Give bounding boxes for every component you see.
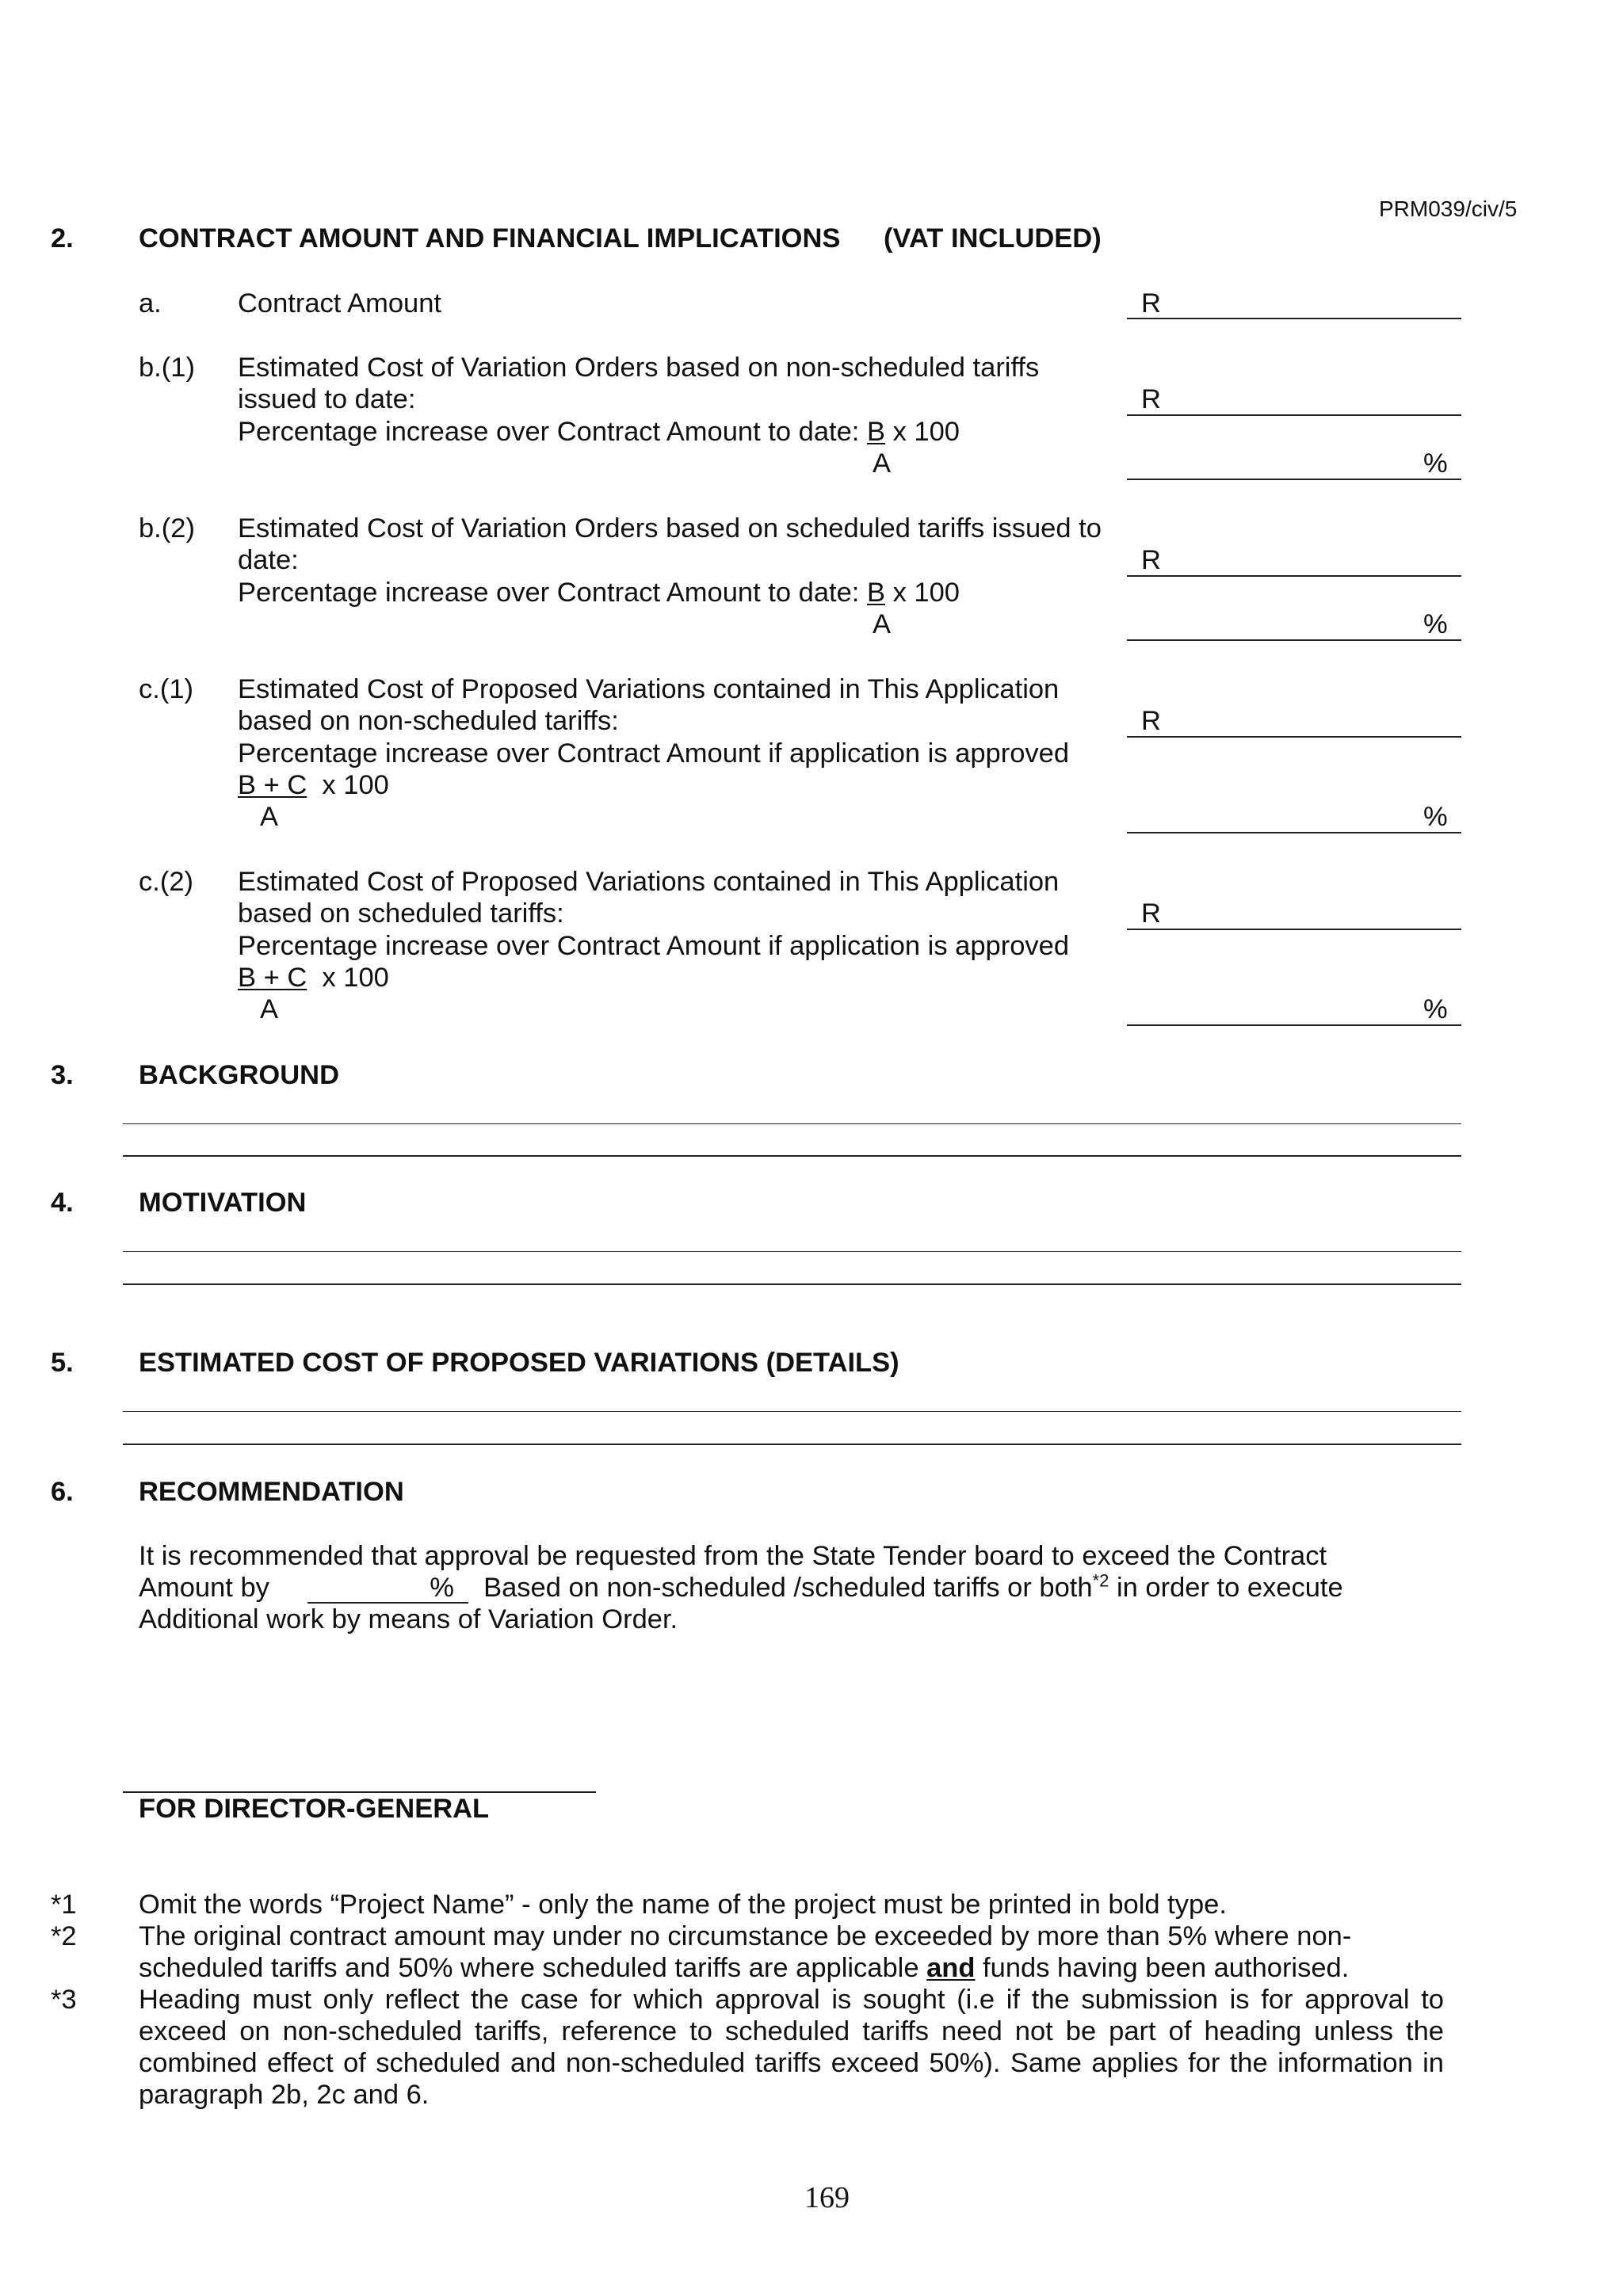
formula-numerator: B + C — [238, 963, 307, 993]
motivation-input-line[interactable] — [123, 1283, 1461, 1285]
footnote-text: Omit the words “Project Name” - only the name of the project must be printed in bold type. — [139, 1890, 1227, 1920]
footnote-mark: *2 — [51, 1921, 77, 1951]
section-number: 2. — [51, 223, 74, 254]
footnote-text-part: scheduled tariffs and 50% where scheduled tariffs are applicable — [139, 1953, 919, 1983]
variation-cost-field[interactable] — [1127, 414, 1461, 416]
item-label: a. — [139, 288, 162, 318]
percentage-field[interactable] — [1127, 1024, 1461, 1026]
item-text-line: Percentage increase over Contract Amount if application is approved — [238, 931, 1070, 961]
formula-label: Percentage increase over Contract Amount to date: — [238, 417, 860, 447]
currency-symbol: R — [1141, 288, 1161, 318]
contract-amount-field[interactable] — [1127, 318, 1461, 319]
currency-symbol: R — [1141, 706, 1161, 736]
percent-symbol: % — [1423, 802, 1448, 832]
document-reference: PRM039/civ/5 — [1379, 196, 1518, 221]
percent-symbol: % — [430, 1573, 454, 1603]
section-number: 6. — [51, 1477, 74, 1507]
formula-multiplier: x 100 — [892, 417, 960, 447]
percent-symbol: % — [1423, 609, 1448, 639]
details-input-line[interactable] — [123, 1411, 1461, 1412]
formula-label: Percentage increase over Contract Amount to date: — [238, 578, 860, 608]
percentage-field[interactable] — [1127, 639, 1461, 641]
background-input-line[interactable] — [123, 1155, 1461, 1157]
footnote-mark: *3 — [51, 1985, 77, 2015]
variation-cost-field[interactable] — [1127, 929, 1461, 930]
formula-denominator: A — [873, 448, 892, 479]
page-number: 169 — [804, 2181, 850, 2214]
item-text-line: issued to date: — [238, 384, 416, 414]
formula-multiplier: x 100 — [322, 770, 389, 800]
item-text-line: date: — [238, 545, 299, 575]
variation-cost-field[interactable] — [1127, 736, 1461, 738]
footnote-text — [139, 1952, 1349, 1984]
item-text-line: based on non-scheduled tariffs: — [238, 706, 619, 736]
formula-multiplier: x 100 — [892, 578, 960, 608]
section-number: 3. — [51, 1060, 74, 1090]
formula-numerator: B — [866, 578, 885, 608]
formula-numerator: B — [866, 417, 885, 447]
item-text: Contract Amount — [238, 288, 441, 318]
section-number: 4. — [51, 1188, 74, 1218]
section-title: CONTRACT AMOUNT AND FINANCIAL IMPLICATIONS — [139, 223, 841, 254]
section-number: 5. — [51, 1348, 74, 1378]
percentage-blank[interactable] — [307, 1573, 468, 1604]
motivation-input-line[interactable] — [123, 1251, 1461, 1252]
percentage-field[interactable] — [1127, 832, 1461, 833]
item-label: c.(1) — [139, 674, 193, 704]
footnote-mark: *1 — [51, 1890, 77, 1920]
item-text-line: Estimated Cost of Proposed Variations contained in This Application — [238, 674, 1060, 704]
percentage-field[interactable] — [1127, 479, 1461, 480]
formula-denominator: A — [260, 802, 279, 832]
section-title: ESTIMATED COST OF PROPOSED VARIATIONS (DETAILS) — [139, 1348, 899, 1378]
formula-numerator: B + C — [238, 770, 307, 800]
percent-symbol: % — [1423, 994, 1448, 1024]
recommendation-text: Additional work by means of Variation Order. — [139, 1604, 678, 1634]
emphasis-and: and — [926, 1953, 976, 1983]
item-text-line: Estimated Cost of Variation Orders based on non-scheduled tariffs — [238, 353, 1040, 383]
footnote-text-part: funds having been authorised. — [983, 1953, 1350, 1983]
currency-symbol: R — [1141, 384, 1161, 414]
amount-by-label: Amount by — [139, 1573, 269, 1603]
footnote-ref: *2 — [1092, 1570, 1109, 1591]
section-title: BACKGROUND — [139, 1060, 339, 1090]
percent-symbol: % — [1423, 448, 1448, 479]
formula-multiplier: x 100 — [322, 963, 389, 993]
background-input-line[interactable] — [123, 1123, 1461, 1124]
formula-line — [238, 962, 389, 994]
currency-symbol: R — [1141, 898, 1161, 929]
vat-note: (VAT INCLUDED) — [884, 223, 1102, 254]
formula-denominator: A — [873, 609, 892, 639]
section-title: MOTIVATION — [139, 1188, 307, 1218]
formula-line — [238, 769, 389, 801]
section-title: RECOMMENDATION — [139, 1477, 404, 1507]
item-text-line: Percentage increase over Contract Amount if application is approved — [238, 738, 1070, 769]
item-text-line: Estimated Cost of Proposed Variations contained in This Application — [238, 867, 1060, 897]
currency-symbol: R — [1141, 545, 1161, 575]
item-text-line: based on scheduled tariffs: — [238, 898, 564, 929]
item-text-line — [238, 416, 960, 448]
footnote-text: The original contract amount may under no circumstance be exceeded by more than 5% where non- — [139, 1921, 1352, 1951]
item-label: b.(1) — [139, 353, 195, 383]
item-text-line: Estimated Cost of Variation Orders based on scheduled tariffs issued to — [238, 513, 1102, 543]
execute-text: in order to execute — [1116, 1573, 1343, 1603]
item-label: c.(2) — [139, 867, 193, 897]
item-label: b.(2) — [139, 513, 195, 543]
footnote-text: Heading must only reflect the case for which approval is sought (i.e if the submission is for approval to exceed on non-scheduled tariffs, reference to scheduled tariffs need not be part of heading unless the combined effect of scheduled and non-scheduled tariffs exceed 50%). Same applies for the information in paragraph 2b, 2c and 6. — [139, 1985, 1444, 2110]
recommendation-text — [139, 1572, 1343, 1604]
signature-label: FOR DIRECTOR-GENERAL — [139, 1794, 490, 1824]
tariffs-text: Based on non-scheduled /scheduled tariffs or both — [483, 1573, 1093, 1603]
details-input-line[interactable] — [123, 1444, 1461, 1445]
formula-denominator: A — [260, 994, 279, 1024]
recommendation-text: It is recommended that approval be requested from the State Tender board to exceed the Contract — [139, 1541, 1327, 1571]
item-text-line — [238, 577, 960, 608]
variation-cost-field[interactable] — [1127, 575, 1461, 577]
